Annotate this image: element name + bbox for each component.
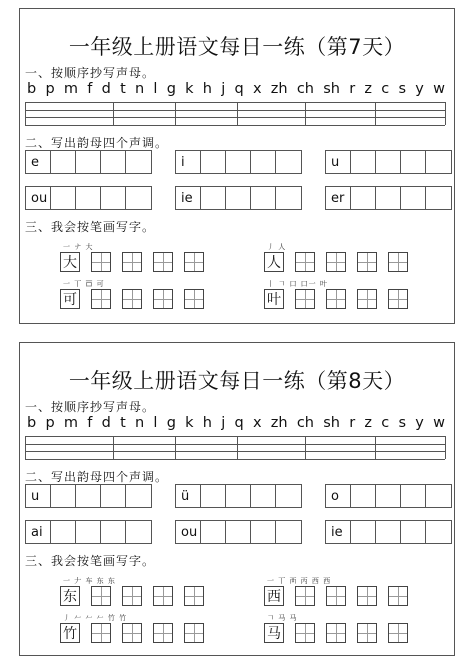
character-practice-row: [60, 623, 215, 643]
vowel-label: i: [176, 151, 201, 173]
tone-input-cell[interactable]: [251, 151, 276, 173]
vowel-label: u: [326, 151, 351, 173]
tone-input-cell[interactable]: [51, 485, 76, 507]
tone-input-cell[interactable]: [101, 187, 126, 209]
stroke-order-hint: 丿 人: [267, 243, 287, 251]
initial-letter: z: [364, 415, 373, 431]
initial-letter: h: [202, 81, 212, 97]
character-practice-row: [264, 289, 419, 309]
initial-letter: k: [185, 81, 194, 97]
model-character: 大: [63, 255, 77, 271]
tone-input-cell[interactable]: [201, 187, 226, 209]
character-practice-row: [60, 252, 215, 272]
grid-divider: [375, 102, 376, 125]
section-heading-initials: 一、按顺序抄写声母。: [25, 66, 156, 80]
tone-input-cell[interactable]: [251, 485, 276, 507]
grid-divider: [305, 436, 306, 459]
initial-letter: j: [221, 415, 226, 431]
tone-input-cell[interactable]: [101, 151, 126, 173]
section-heading-strokes: 三、我会按笔画写字。: [25, 554, 156, 568]
initial-letter: h: [202, 415, 212, 431]
tone-input-cell[interactable]: [76, 521, 101, 543]
grid-line: [25, 102, 445, 103]
initial-letter: j: [221, 81, 226, 97]
tianzige-practice-box[interactable]: [295, 252, 315, 272]
initial-letter: m: [63, 81, 79, 97]
tone-input-cell[interactable]: [226, 485, 251, 507]
tone-input-cell[interactable]: [401, 151, 426, 173]
vowel-tone-box: [175, 150, 302, 174]
vowel-label: ou: [26, 187, 51, 209]
grid-line: [25, 110, 445, 111]
stroke-order-hint: 一 丅 𠮛 可: [63, 280, 105, 288]
initial-letter: d: [101, 81, 111, 97]
stroke-order-hint: 一 丅 襾 丙 西 西: [267, 577, 332, 585]
initial-letter: ch: [296, 81, 314, 97]
initial-letter: c: [381, 415, 390, 431]
tianzige-practice-box[interactable]: [91, 252, 111, 272]
model-character-box: [60, 623, 80, 643]
model-character-box: [264, 289, 284, 309]
tianzige-practice-box[interactable]: [122, 586, 142, 606]
grid-divider: [445, 102, 446, 125]
tone-input-cell[interactable]: [101, 485, 126, 507]
initial-letter: k: [185, 415, 194, 431]
initial-letter: y: [415, 81, 424, 97]
tianzige-practice-box[interactable]: [388, 252, 408, 272]
vowel-label: o: [326, 485, 351, 507]
tone-input-cell[interactable]: [351, 187, 376, 209]
vowel-tone-box: [325, 520, 452, 544]
initial-letter: y: [415, 415, 424, 431]
section-heading-tones: 二、写出韵母四个声调。: [25, 470, 169, 484]
section-heading-strokes: 三、我会按笔画写字。: [25, 220, 156, 234]
initial-letter: s: [398, 81, 407, 97]
model-character: 叶: [267, 292, 281, 308]
initial-letter: c: [381, 81, 390, 97]
tianzige-practice-box[interactable]: [122, 623, 142, 643]
initial-letter: zh: [270, 415, 288, 431]
character-practice-row: [60, 586, 215, 606]
tone-input-cell[interactable]: [126, 151, 151, 173]
tianzige-practice-box[interactable]: [153, 586, 173, 606]
model-character: 可: [63, 292, 77, 308]
vowel-label: ou: [176, 521, 201, 543]
sheet-title: 一年级上册语文每日一练（第7天）: [68, 35, 406, 59]
tone-input-cell[interactable]: [276, 151, 301, 173]
tone-input-cell[interactable]: [126, 485, 151, 507]
tone-input-cell[interactable]: [201, 485, 226, 507]
tone-input-cell[interactable]: [251, 187, 276, 209]
tianzige-practice-box[interactable]: [122, 289, 142, 309]
vowel-label: ie: [326, 521, 351, 543]
stroke-order-hint: 一 ナ 大: [63, 243, 94, 251]
tone-input-cell[interactable]: [51, 151, 76, 173]
tianzige-practice-box[interactable]: [326, 586, 346, 606]
tone-input-cell[interactable]: [76, 485, 101, 507]
tone-input-cell[interactable]: [351, 485, 376, 507]
initial-letter: sh: [323, 81, 340, 97]
model-character-box: [60, 252, 80, 272]
character-practice-row: [264, 623, 419, 643]
grid-divider: [445, 436, 446, 459]
initial-letter: q: [234, 81, 244, 97]
initial-letter: p: [45, 415, 55, 431]
grid-divider: [25, 436, 26, 459]
tianzige-practice-box[interactable]: [357, 623, 377, 643]
tianzige-practice-box[interactable]: [326, 623, 346, 643]
vowel-tone-box: [325, 150, 452, 174]
initial-letter: l: [153, 81, 158, 97]
tianzige-practice-box[interactable]: [153, 623, 173, 643]
tianzige-practice-box[interactable]: [357, 252, 377, 272]
tianzige-practice-box[interactable]: [91, 289, 111, 309]
tone-input-cell[interactable]: [401, 485, 426, 507]
vowel-tone-box: [25, 520, 152, 544]
tianzige-practice-box[interactable]: [122, 252, 142, 272]
vowel-label: ü: [176, 485, 201, 507]
tone-input-cell[interactable]: [426, 485, 451, 507]
initial-letter: f: [87, 415, 93, 431]
model-character-box: [60, 289, 80, 309]
vowel-tone-box: [175, 186, 302, 210]
vowel-tone-box: [325, 186, 452, 210]
grid-divider: [305, 102, 306, 125]
vowel-tone-box: [25, 150, 152, 174]
tone-input-cell[interactable]: [101, 521, 126, 543]
character-practice-row: [264, 586, 419, 606]
initial-letter: b: [27, 415, 37, 431]
initial-letter: x: [252, 415, 262, 431]
initial-letter: l: [153, 415, 158, 431]
model-character: 竹: [63, 626, 77, 642]
initial-letter: d: [101, 415, 111, 431]
tone-input-cell[interactable]: [351, 151, 376, 173]
tianzige-practice-box[interactable]: [184, 623, 204, 643]
grid-divider: [237, 102, 238, 125]
initial-letter: b: [27, 81, 37, 97]
tianzige-practice-box[interactable]: [184, 586, 204, 606]
initial-letter: g: [166, 415, 176, 431]
tianzige-practice-box[interactable]: [388, 586, 408, 606]
initial-letter: zh: [270, 81, 288, 97]
grid-divider: [113, 436, 114, 459]
model-character: 西: [267, 589, 281, 605]
model-character: 东: [63, 589, 77, 605]
tone-input-cell[interactable]: [226, 521, 251, 543]
tone-input-cell[interactable]: [376, 485, 401, 507]
vowel-tone-box: [25, 484, 152, 508]
tone-input-cell[interactable]: [351, 521, 376, 543]
initial-letter: p: [45, 81, 55, 97]
tianzige-practice-box[interactable]: [91, 586, 111, 606]
four-line-writing-grid[interactable]: [25, 436, 445, 459]
grid-line: [25, 125, 445, 126]
initials-row: [27, 81, 445, 97]
tone-input-cell[interactable]: [76, 151, 101, 173]
tone-input-cell[interactable]: [376, 187, 401, 209]
grid-divider: [375, 436, 376, 459]
grid-divider: [113, 102, 114, 125]
tone-input-cell[interactable]: [201, 151, 226, 173]
vowel-tone-box: [175, 520, 302, 544]
tianzige-practice-box[interactable]: [295, 623, 315, 643]
model-character: 马: [267, 626, 281, 642]
tone-input-cell[interactable]: [126, 521, 151, 543]
four-line-writing-grid[interactable]: [25, 102, 445, 125]
stroke-order-hint: 𠃍 马 马: [267, 614, 298, 622]
vowel-tone-box: [175, 484, 302, 508]
tone-input-cell[interactable]: [276, 187, 301, 209]
model-character-box: [60, 586, 80, 606]
tone-input-cell[interactable]: [51, 187, 76, 209]
initial-letter: w: [433, 81, 445, 97]
tianzige-practice-box[interactable]: [153, 252, 173, 272]
tone-input-cell[interactable]: [226, 151, 251, 173]
tone-input-cell[interactable]: [376, 151, 401, 173]
tianzige-practice-box[interactable]: [388, 623, 408, 643]
grid-line: [25, 117, 445, 118]
section-heading-initials: 一、按顺序抄写声母。: [25, 400, 156, 414]
tianzige-practice-box[interactable]: [153, 289, 173, 309]
vowel-label: ai: [26, 521, 51, 543]
tianzige-practice-box[interactable]: [357, 586, 377, 606]
stroke-order-hint: 丿 𠂉 𠂉 𠂉 竹 竹: [63, 614, 128, 622]
tone-input-cell[interactable]: [401, 187, 426, 209]
model-character: 人: [267, 255, 281, 271]
tianzige-practice-box[interactable]: [184, 252, 204, 272]
initial-letter: f: [87, 81, 93, 97]
model-character-box: [264, 623, 284, 643]
vowel-label: e: [26, 151, 51, 173]
tone-input-cell[interactable]: [426, 521, 451, 543]
tone-input-cell[interactable]: [201, 521, 226, 543]
initial-letter: m: [63, 415, 79, 431]
stroke-order-hint: 丨 𠃍 口 口一 叶: [267, 280, 328, 288]
grid-line: [25, 451, 445, 452]
tone-input-cell[interactable]: [126, 187, 151, 209]
tianzige-practice-box[interactable]: [295, 289, 315, 309]
grid-divider: [25, 102, 26, 125]
initial-letter: r: [349, 81, 356, 97]
tianzige-practice-box[interactable]: [326, 289, 346, 309]
initial-letter: w: [433, 415, 445, 431]
initial-letter: z: [364, 81, 373, 97]
model-character-box: [264, 252, 284, 272]
tianzige-practice-box[interactable]: [91, 623, 111, 643]
initial-letter: t: [120, 81, 126, 97]
tianzige-practice-box[interactable]: [326, 252, 346, 272]
initial-letter: q: [234, 415, 244, 431]
tone-input-cell[interactable]: [401, 521, 426, 543]
grid-line: [25, 444, 445, 445]
grid-line: [25, 459, 445, 460]
tone-input-cell[interactable]: [51, 521, 76, 543]
vowel-tone-box: [25, 186, 152, 210]
tone-input-cell[interactable]: [376, 521, 401, 543]
section-heading-tones: 二、写出韵母四个声调。: [25, 136, 169, 150]
grid-divider: [175, 436, 176, 459]
model-character-box: [264, 586, 284, 606]
worksheet-day-1: [19, 8, 455, 324]
character-practice-row: [264, 252, 419, 272]
grid-divider: [237, 436, 238, 459]
tone-input-cell[interactable]: [276, 485, 301, 507]
worksheet-day-2: [19, 342, 455, 656]
tone-input-cell[interactable]: [426, 151, 451, 173]
stroke-order-hint: 一 𠂇 车 东 东: [63, 577, 116, 585]
vowel-label: er: [326, 187, 351, 209]
initial-letter: n: [134, 81, 145, 97]
initial-letter: t: [120, 415, 126, 431]
tone-input-cell[interactable]: [76, 187, 101, 209]
tianzige-practice-box[interactable]: [295, 586, 315, 606]
vowel-label: ie: [176, 187, 201, 209]
tone-input-cell[interactable]: [276, 521, 301, 543]
tianzige-practice-box[interactable]: [184, 289, 204, 309]
initial-letter: x: [252, 81, 262, 97]
initial-letter: n: [134, 415, 145, 431]
character-practice-row: [60, 289, 215, 309]
tone-input-cell[interactable]: [226, 187, 251, 209]
grid-line: [25, 436, 445, 437]
initials-row: [27, 415, 445, 431]
tone-input-cell[interactable]: [426, 187, 451, 209]
tone-input-cell[interactable]: [251, 521, 276, 543]
initial-letter: g: [166, 81, 176, 97]
initial-letter: ch: [296, 415, 314, 431]
initial-letter: sh: [323, 415, 340, 431]
initial-letter: r: [349, 415, 356, 431]
sheet-title: 一年级上册语文每日一练（第8天）: [68, 369, 406, 393]
tianzige-practice-box[interactable]: [388, 289, 408, 309]
vowel-label: u: [26, 485, 51, 507]
grid-divider: [175, 102, 176, 125]
vowel-tone-box: [325, 484, 452, 508]
initial-letter: s: [398, 415, 407, 431]
tianzige-practice-box[interactable]: [357, 289, 377, 309]
